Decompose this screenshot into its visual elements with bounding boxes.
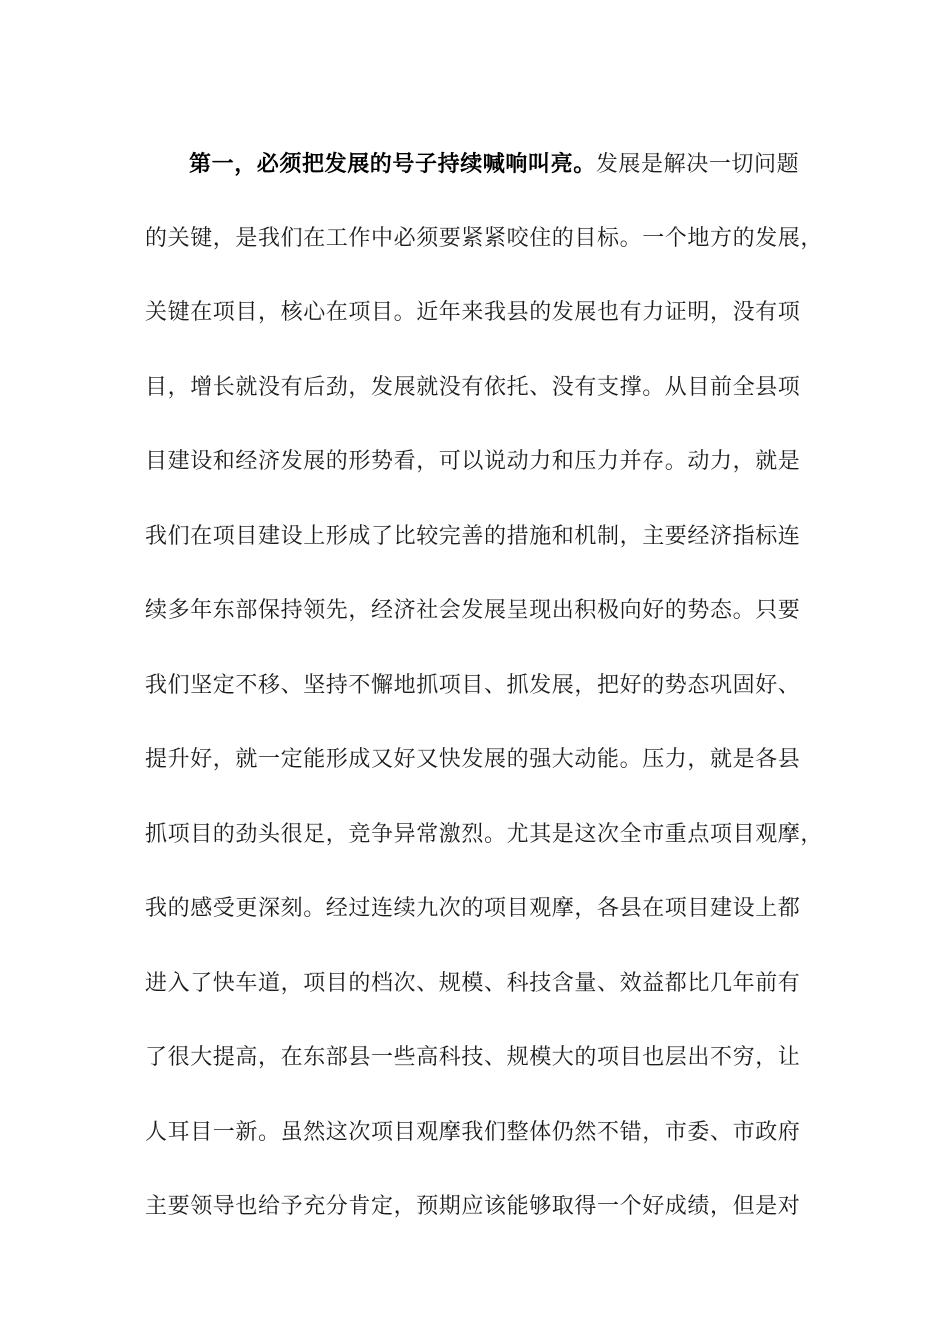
paragraph-line: 了很大提高，在东部县一些高科技、规模大的项目也层出不穷，让 bbox=[145, 1045, 801, 1070]
paragraph-line: 进入了快车道，项目的档次、规模、科技含量、效益都比几年前有 bbox=[145, 970, 801, 996]
paragraph-line: 我的感受更深刻。经过连续九次的项目观摩，各县在项目建设上都 bbox=[145, 896, 801, 921]
paragraph-line: 抓项目的劲头很足，竞争异常激烈。尤其是这次全市重点项目观摩， bbox=[145, 821, 824, 847]
paragraph-line: 主要领导也给予充分肯定，预期应该能够取得一个好成绩，但是对 bbox=[145, 1194, 801, 1219]
paragraph-line: 目建设和经济发展的形势看，可以说动力和压力并存。动力，就是 bbox=[145, 449, 801, 474]
paragraph-line: 我们在项目建设上形成了比较完善的措施和机制，主要经济指标连 bbox=[145, 523, 801, 549]
body-paragraph bbox=[145, 127, 824, 1245]
paragraph-line: 关键在项目，核心在项目。近年来我县的发展也有力证明，没有项 bbox=[145, 300, 801, 325]
paragraph-line: 续多年东部保持领先，经济社会发展呈现出积极向好的势态。只要 bbox=[145, 598, 801, 623]
paragraph-line: 的关键，是我们在工作中必须要紧紧咬住的目标。一个地方的发展， bbox=[145, 225, 824, 251]
paragraph-line-1 bbox=[145, 127, 805, 202]
paragraph-line: 提升好，就一定能形成又好又快发展的强大动能。压力，就是各县 bbox=[145, 747, 801, 772]
paragraph-line: 目，增长就没有后劲，发展就没有依托、没有支撑。从目前全县项 bbox=[145, 374, 801, 400]
first-line-text: 发展是解决一切问题 bbox=[595, 152, 800, 177]
lead-heading: 第一，必须把发展的号子持续喊响叫亮。 bbox=[189, 151, 596, 177]
paragraph-line: 人耳目一新。虽然这次项目观摩我们整体仍然不错，市委、市政府 bbox=[145, 1119, 801, 1145]
paragraph-line: 我们坚定不移、坚持不懈地抓项目、抓发展，把好的势态巩固好、 bbox=[145, 672, 801, 698]
